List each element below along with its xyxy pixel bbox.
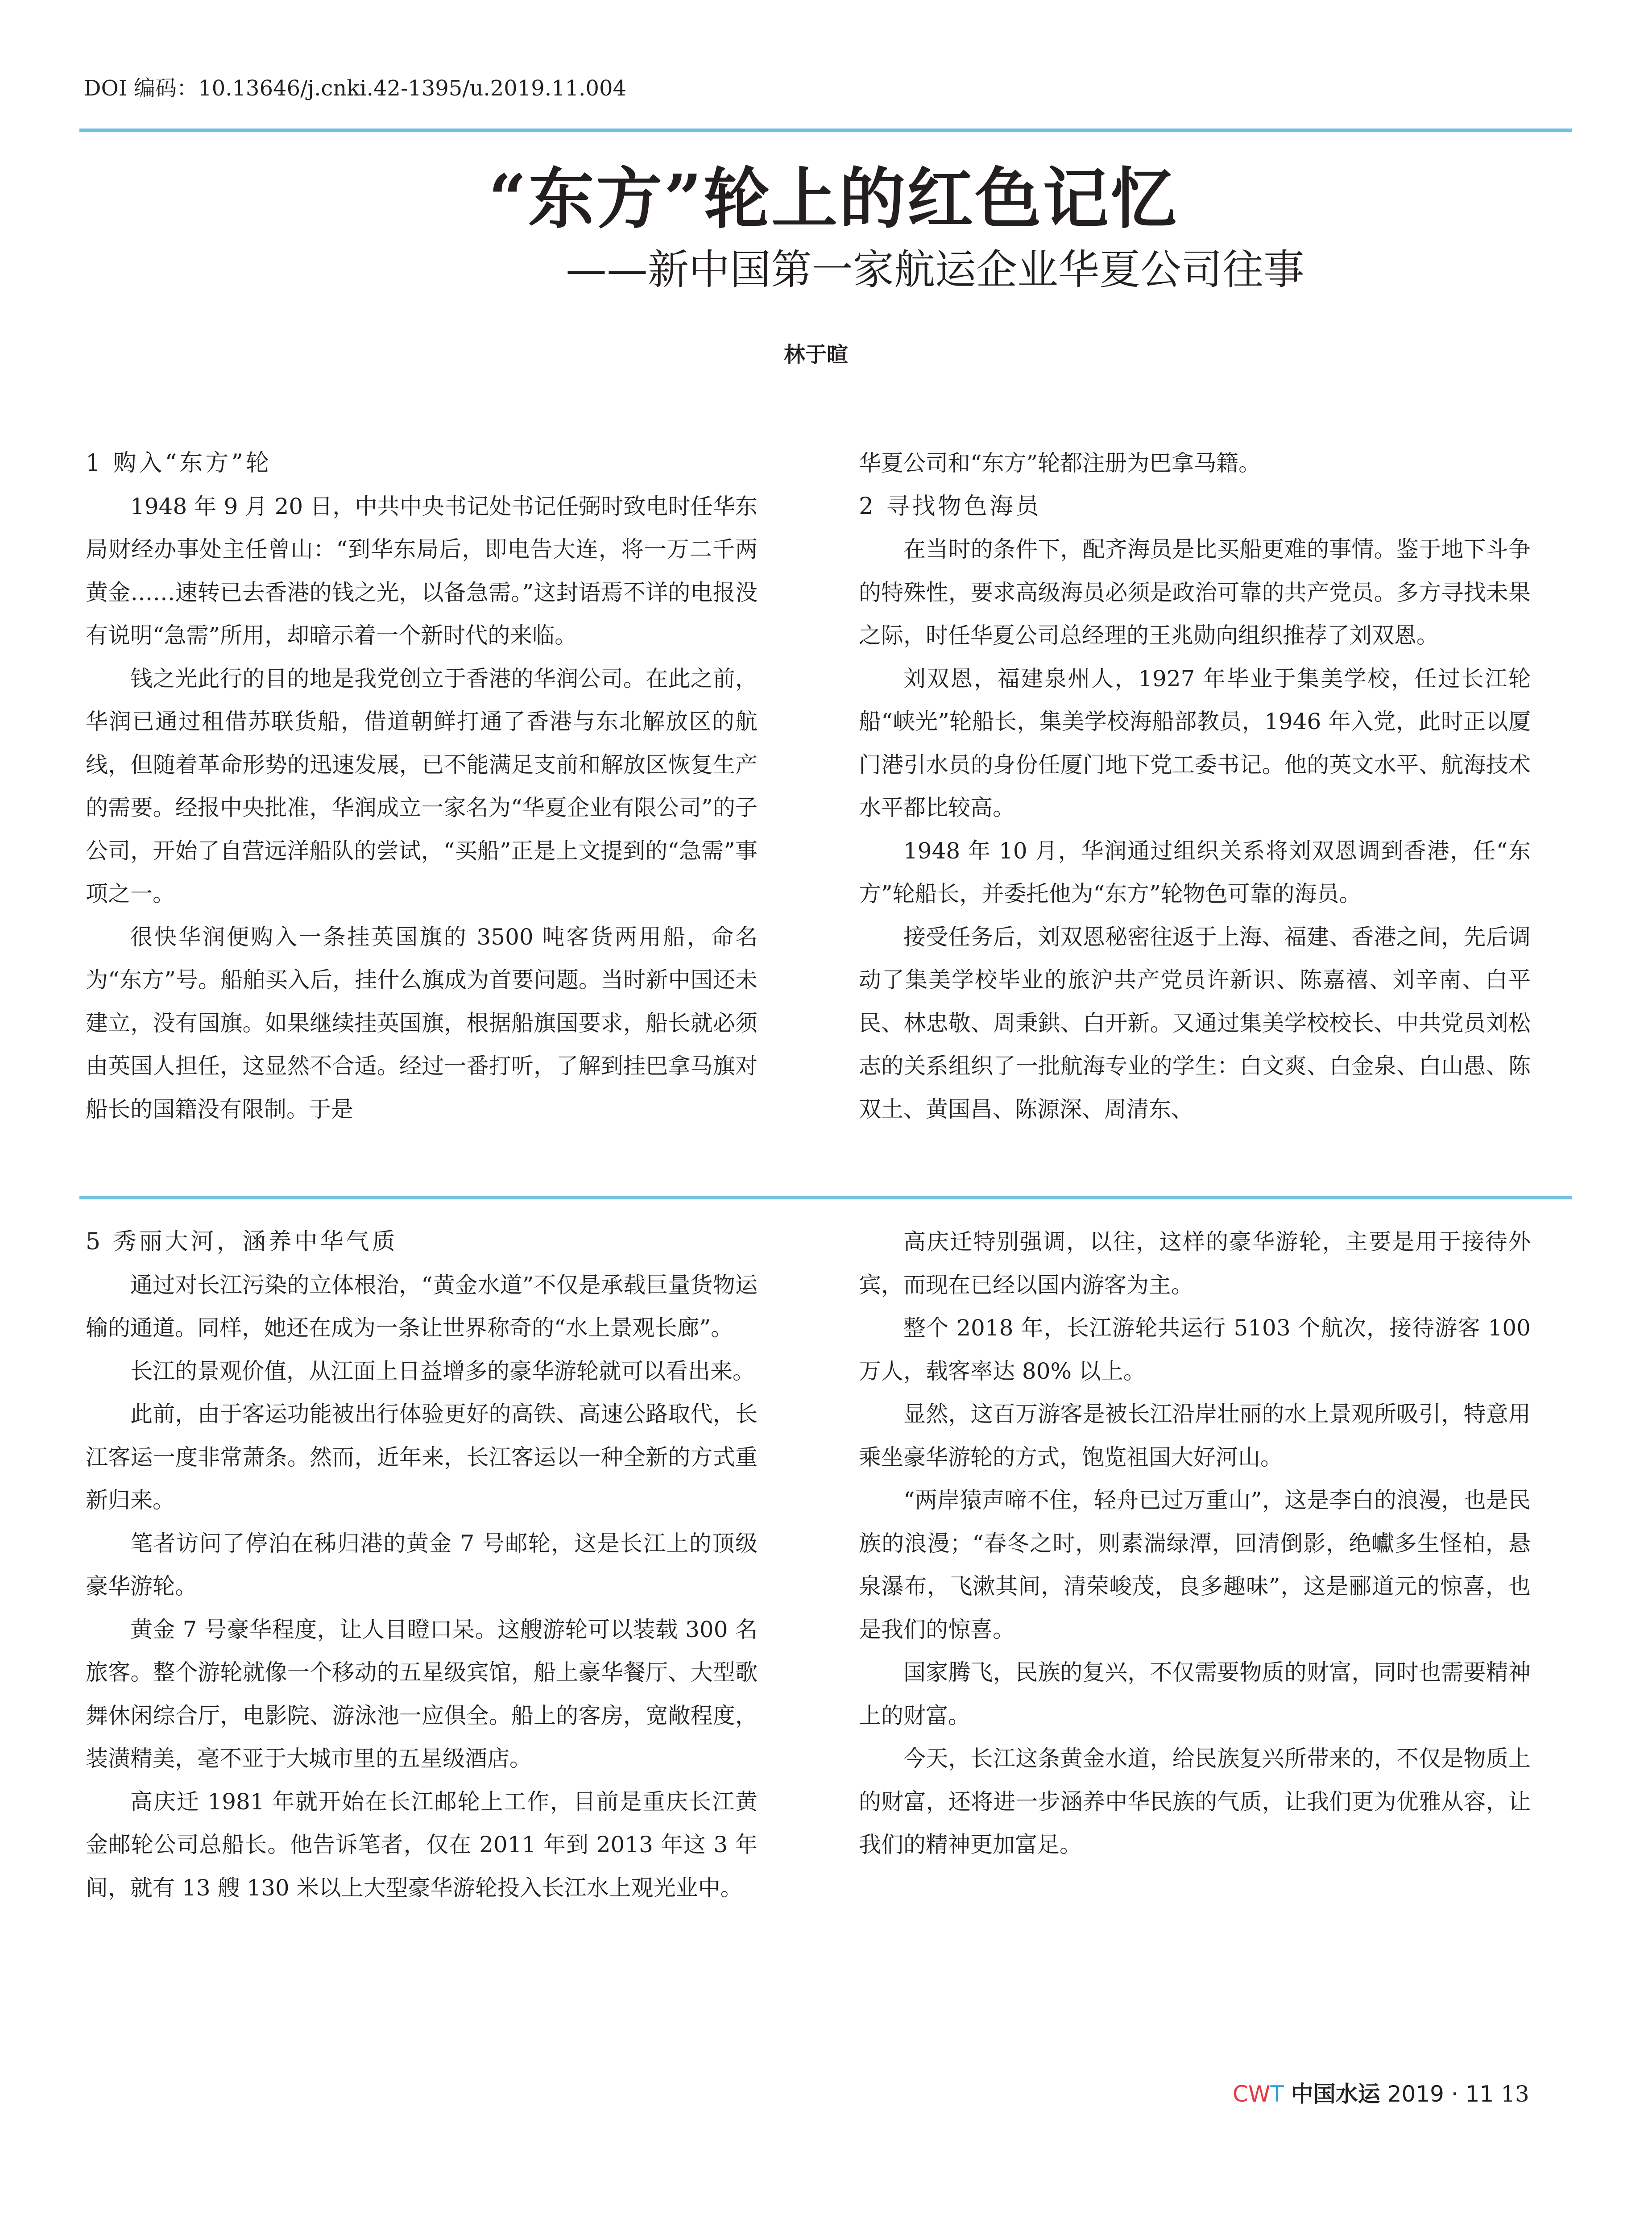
article-subtitle: ——新中国第一家航运企业华夏公司往事 (566, 246, 1305, 294)
paragraph: 此前，由于客运功能被出行体验更好的高铁、高速公路取代，长江客运一度非常萧条。然而，近年来，长江客运以一种全新的方式重新归来。 (86, 1401, 758, 1513)
cwt-logo-t: T (1270, 2081, 1284, 2107)
paragraph: 钱之光此行的目的地是我党创立于香港的华润公司。在此之前，华润已通过租借苏联货船，借道朝鲜打通了香港与东北解放区的航线，但随着革命形势的迅速发展，已不能满足支前和解放区恢复生产的需要。经报中央批准，华润成立一家名为“华夏企业有限公司”的子公司，开始了自营远洋船队的尝试，“买船”正是上文提到的“急需”事项之一。 (86, 665, 758, 907)
magazine-name: 中国水运 (1291, 2081, 1380, 2107)
paragraph: 黄金 7 号豪华程度，让人目瞪口呆。这艘游轮可以装载 300 名旅客。整个游轮就像一个移动的五星级宾馆，船上豪华餐厅、大型歌舞休闲综合厅，电影院、游泳池一应俱全。船上的客房，宽敞程度，装潢精美，毫不亚于大城市里的五星级酒店。 (86, 1616, 758, 1771)
article-column-4 (859, 1220, 1531, 1866)
paragraph: 1948 年 9 月 20 日，中共中央书记处书记任弼时致电时任华东局财经办事处主任曾山：“到华东局后，即电告大连，将一万二千两黄金……速转已去香港的钱之光，以备急需。”这封语焉不详的电报没有说明“急需”所用，却暗示着一个新时代的来临。 (86, 493, 758, 648)
article-column-3 (86, 1220, 758, 1909)
paragraph: 长江的景观价值，从江面上日益增多的豪华游轮就可以看出来。 (130, 1358, 755, 1384)
article-title: “东方”轮上的红色记忆 (489, 160, 1179, 237)
section-heading: 1 购入“东方”轮 (86, 450, 272, 477)
cwt-logo-cw: CW (1233, 2081, 1271, 2107)
paragraph: 通过对长江污染的立体根治，“黄金水道”不仅是承载巨量货物运输的通道。同样，她还在成为一条让世界称奇的“水上景观长廊”。 (86, 1272, 758, 1341)
page-footer (1233, 2078, 1529, 2110)
section-heading: 5 秀丽大河，涵养中华气质 (86, 1228, 398, 1255)
paragraph: 笔者访问了停泊在秭归港的黄金 7 号邮轮，这是长江上的顶级豪华游轮。 (86, 1530, 758, 1599)
top-rule (79, 129, 1572, 132)
paragraph: 1948 年 10 月，华润通过组织关系将刘双恩调到香港，任“东方”轮船长，并委托他为“东方”轮物色可靠的海员。 (859, 838, 1531, 907)
paragraph: 刘双恩，福建泉州人，1927 年毕业于集美学校，任过长江轮船“峡光”轮船长，集美学校海船部教员，1946 年入党，此时正以厦门港引水员的身份任厦门地下党工委书记。他的英文水平、航海技术水平都比较高。 (859, 665, 1531, 821)
section-divider-rule (79, 1196, 1572, 1199)
article-column-2 (859, 442, 1531, 1131)
paragraph: 国家腾飞，民族的复兴，不仅需要物质的财富，同时也需要精神上的财富。 (859, 1659, 1531, 1729)
paragraph: 高庆迁 1981 年就开始在长江邮轮上工作，目前是重庆长江黄金邮轮公司总船长。他告诉笔者，仅在 2011 年到 2013 年这 3 年间，就有 13 艘 130 米以上大型豪华游轮投入长江水上观光业中。 (86, 1788, 758, 1901)
section-heading: 2 寻找物色海员 (859, 493, 1042, 520)
paragraph: 在当时的条件下，配齐海员是比买船更难的事情。鉴于地下斗争的特殊性，要求高级海员必须是政治可靠的共产党员。多方寻找未果之际，时任华夏公司总经理的王兆勋向组织推荐了刘双恩。 (859, 536, 1531, 648)
paragraph: 整个 2018 年，长江游轮共运行 5103 个航次，接待游客 100 万人，载客率达 80% 以上。 (859, 1315, 1531, 1384)
paragraph: 接受任务后，刘双恩秘密往返于上海、福建、香港之间，先后调动了集美学校毕业的旅沪共产党员许新识、陈嘉禧、刘辛南、白平民、林忠敬、周秉鉷、白开新。又通过集美学校校长、中共党员刘松志的关系组织了一批航海专业的学生：白文爽、白金泉、白山愚、陈双土、黄国昌、陈源深、周清东、 (859, 924, 1531, 1122)
paragraph: 今天，长江这条黄金水道，给民族复兴所带来的，不仅是物质上的财富，还将进一步涵养中华民族的气质，让我们更为优雅从容，让我们的精神更加富足。 (859, 1746, 1531, 1858)
article-column-1 (86, 442, 758, 1131)
paragraph: “两岸猿声啼不住，轻舟已过万重山”，这是李白的浪漫，也是民族的浪漫；“春冬之时，则素湍绿潭，回清倒影，绝巘多生怪柏，悬泉瀑布，飞漱其间，清荣峻茂，良多趣味”，这是郦道元的惊喜，也是我们的惊喜。 (859, 1487, 1531, 1642)
author: 林于暄 (784, 342, 849, 367)
doi-code: DOI 编码：10.13646/j.cnki.42-1395/u.2019.11.004 (84, 76, 627, 101)
page-number: 13 (1501, 2081, 1529, 2107)
issue-date: 2019 · 11 (1387, 2081, 1494, 2107)
paragraph: 显然，这百万游客是被长江沿岸壮丽的水上景观所吸引，特意用乘坐豪华游轮的方式，饱览祖国大好河山。 (859, 1401, 1531, 1470)
paragraph: 高庆迁特别强调，以往，这样的豪华游轮，主要是用于接待外宾，而现在已经以国内游客为主。 (859, 1229, 1531, 1298)
paragraph: 华夏公司和“东方”轮都注册为巴拿马籍。 (859, 450, 1261, 476)
paragraph: 很快华润便购入一条挂英国旗的 3500 吨客货两用船，命名为“东方”号。船舶买入后，挂什么旗成为首要问题。当时新中国还未建立，没有国旗。如果继续挂英国旗，根据船旗国要求，船长就必须由英国人担任，这显然不合适。经过一番打听，了解到挂巴拿马旗对船长的国籍没有限制。于是 (86, 924, 758, 1122)
